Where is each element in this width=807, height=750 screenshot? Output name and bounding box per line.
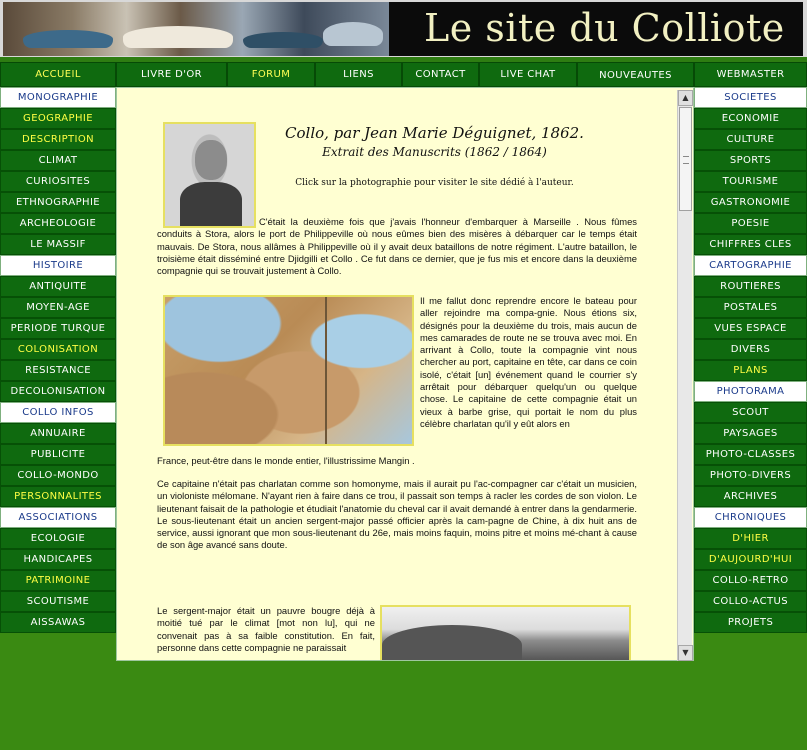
right-menu-item-gastronomie[interactable]: GASTRONOMIE xyxy=(694,192,807,213)
right-menu-item-collo-actus[interactable]: COLLO-ACTUS xyxy=(694,591,807,612)
right-menu-item-sports[interactable]: SPORTS xyxy=(694,150,807,171)
article-subtitle: Extrait des Manuscrits (1862 / 1864) xyxy=(322,145,547,159)
right-menu-item-societes[interactable]: SOCIETES xyxy=(694,87,807,108)
paragraph-3: Ce capitaine n'était pas charlatan comme son homonyme, mais il aurait pu l'ac-compagner car c'était un musicien, un violoniste mélomane. N'ayant rien à faire dans ce trou, il passait son temps à racler les cordes de son violon. Le lieutenant faisait de la pathologie et étudiait l'anatomie du cheval car il avait demandé à entrer dans la gendarmerie. Le sous-lieutenant était un ancien sergent-major passé officier après la cam-pagne de Chine, à dix huit ans de service, aussi ignorant que mon sous-lieutenant du 26e, mais moins faquin, moins pitre et moins mé-chant à cause de son âge avancé sans doute. xyxy=(157,478,637,551)
left-menu-item-le-massif[interactable]: LE MASSIF xyxy=(0,234,116,255)
right-menu-item-chiffres-cles[interactable]: CHIFFRES CLES xyxy=(694,234,807,255)
left-menu-item-aissawas[interactable]: AISSAWAS xyxy=(0,612,116,633)
left-menu-item-personnalites[interactable]: PERSONNALITES xyxy=(0,486,116,507)
right-menu-item-photorama[interactable]: PHOTORAMA xyxy=(694,381,807,402)
right-menu-item-routieres[interactable]: ROUTIERES xyxy=(694,276,807,297)
page-footer-band xyxy=(0,661,807,750)
right-menu-item-cartographie[interactable]: CARTOGRAPHIE xyxy=(694,255,807,276)
left-menu-item-periode-turque[interactable]: PERIODE TURQUE xyxy=(0,318,116,339)
left-menu-item-geographie[interactable]: GEOGRAPHIE xyxy=(0,108,116,129)
right-menu-item-poesie[interactable]: POESIE xyxy=(694,213,807,234)
left-menu-item-antiquite[interactable]: ANTIQUITE xyxy=(0,276,116,297)
right-menu-item-economie[interactable]: ECONOMIE xyxy=(694,108,807,129)
left-menu-item-collo-infos[interactable]: COLLO INFOS xyxy=(0,402,116,423)
right-menu-item-tourisme[interactable]: TOURISME xyxy=(694,171,807,192)
right-menu-item-plans[interactable]: PLANS xyxy=(694,360,807,381)
left-menu-item-annuaire[interactable]: ANNUAIRE xyxy=(0,423,116,444)
scroll-up-icon[interactable]: ▲ xyxy=(678,90,693,106)
left-menu-item-associations[interactable]: ASSOCIATIONS xyxy=(0,507,116,528)
site-title: Le site du Colliote xyxy=(424,6,785,50)
nav-accueil[interactable]: ACCUEIL xyxy=(0,62,116,87)
left-menu-item-curiosites[interactable]: CURIOSITES xyxy=(0,171,116,192)
collo-landscape-photo xyxy=(380,605,631,661)
left-menu-item-histoire[interactable]: HISTOIRE xyxy=(0,255,116,276)
right-menu-item-d-aujourd-hui[interactable]: D'AUJOURD'HUI xyxy=(694,549,807,570)
right-menu-item-photo-classes[interactable]: PHOTO-CLASSES xyxy=(694,444,807,465)
left-menu-item-patrimoine[interactable]: PATRIMOINE xyxy=(0,570,116,591)
left-menu-item-monographie[interactable]: MONOGRAPHIE xyxy=(0,87,116,108)
left-menu-item-description[interactable]: DESCRIPTION xyxy=(0,129,116,150)
nav-webmaster[interactable]: WEBMASTER xyxy=(694,62,807,87)
right-menu-item-d-hier[interactable]: D'HIER xyxy=(694,528,807,549)
paragraph-4: Le sergent-major était un pauvre bougre déjà à moitié tué par le climat [mot non lu], qui ne convenait pas à sa faible constitution. En fait, personne dans cette compagnie ne paraissait xyxy=(157,605,375,653)
left-menu xyxy=(0,87,116,633)
nav-livre-dor[interactable]: LIVRE D'OR xyxy=(116,62,227,87)
left-menu-item-climat[interactable]: CLIMAT xyxy=(0,150,116,171)
right-menu-item-scout[interactable]: SCOUT xyxy=(694,402,807,423)
paragraph-2-continued: France, peut-être dans le monde entier, l'illustrissime Mangin . xyxy=(157,455,415,466)
right-menu-item-paysages[interactable]: PAYSAGES xyxy=(694,423,807,444)
top-navigation xyxy=(0,62,807,87)
nav-forum[interactable]: FORUM xyxy=(227,62,315,87)
header-title-box xyxy=(389,2,803,56)
nav-live-chat[interactable]: LIVE CHAT xyxy=(479,62,577,87)
scroll-thumb[interactable] xyxy=(679,107,692,211)
paragraph-2: Il me fallut donc reprendre encore le bateau pour aller rejoindre ma compa-gnie. Nous étions six, désignés pour la deuxième du trois, mais aucun de mes camarades de route ne se trouva avec moi. En arrivant à Collo, toute la compagnie vint nous chercher au port, capitaine en tête, car dans ce coin isolé, c'était [un] événement quand le courrier s'y arrêtait pour débarquer quelqu'un ou quelque chose. Le capitaine de cette compagnie était un vieux à barbe grise, qui portait le nom du plus célèbre charlatan qu'il y eût alors en xyxy=(420,295,637,429)
right-menu-item-chroniques[interactable]: CHRONIQUES xyxy=(694,507,807,528)
nav-nouveautes[interactable]: NOUVEAUTES xyxy=(577,62,694,87)
left-menu-item-handicapes[interactable]: HANDICAPES xyxy=(0,549,116,570)
left-menu-item-moyen-age[interactable]: MOYEN-AGE xyxy=(0,297,116,318)
left-menu-item-publicite[interactable]: PUBLICITE xyxy=(0,444,116,465)
scroll-down-icon[interactable]: ▼ xyxy=(678,645,693,661)
nav-contact[interactable]: CONTACT xyxy=(402,62,479,87)
nav-liens[interactable]: LIENS xyxy=(315,62,402,87)
left-menu-item-ethnographie[interactable]: ETHNOGRAPHIE xyxy=(0,192,116,213)
left-menu-item-resistance[interactable]: RESISTANCE xyxy=(0,360,116,381)
left-menu-item-collo-mondo[interactable]: COLLO-MONDO xyxy=(0,465,116,486)
author-portrait-photo[interactable] xyxy=(163,122,256,228)
right-menu-item-archives[interactable]: ARCHIVES xyxy=(694,486,807,507)
right-menu-item-photo-divers[interactable]: PHOTO-DIVERS xyxy=(694,465,807,486)
article-title: Collo, par Jean Marie Déguignet, 1862. xyxy=(285,124,584,142)
content-scrollbar[interactable] xyxy=(677,90,692,661)
left-menu-item-ecologie[interactable]: ECOLOGIE xyxy=(0,528,116,549)
paragraph-1: C'était la deuxième fois que j'avais l'honneur d'embarquer à Marseille . Nous fûmes conduits à Stora, alors le port de Philippeville où nous eûmes bien des misères à débarquer car le temps était mauvais. De Stora, nous allâmes à Philippeville où il y avait deux bataillons de notre régiment. L'autre bataillon, le troisième était disséminé entre Djidgilli et Collo . Ce fut dans ce dernier, que je fus mis et encore dans la deuxième compagnie qui se trouvait justement à Collo. xyxy=(157,216,637,277)
right-menu-item-culture[interactable]: CULTURE xyxy=(694,129,807,150)
left-menu-item-decolonisation[interactable]: DECOLONISATION xyxy=(0,381,116,402)
collo-map-image xyxy=(163,295,414,446)
right-menu-item-collo-retro[interactable]: COLLO-RETRO xyxy=(694,570,807,591)
click-note: Click sur la photographie pour visiter le site dédié à l'auteur. xyxy=(295,178,574,188)
left-menu-item-archeologie[interactable]: ARCHEOLOGIE xyxy=(0,213,116,234)
left-menu-item-colonisation[interactable]: COLONISATION xyxy=(0,339,116,360)
right-menu-item-divers[interactable]: DIVERS xyxy=(694,339,807,360)
right-menu-item-projets[interactable]: PROJETS xyxy=(694,612,807,633)
right-menu-item-vues-espace[interactable]: VUES ESPACE xyxy=(694,318,807,339)
right-menu xyxy=(694,87,807,633)
article-content xyxy=(116,87,694,661)
header-boats-photo xyxy=(3,2,389,56)
left-menu-item-scoutisme[interactable]: SCOUTISME xyxy=(0,591,116,612)
site-header xyxy=(0,0,807,62)
right-menu-item-postales[interactable]: POSTALES xyxy=(694,297,807,318)
